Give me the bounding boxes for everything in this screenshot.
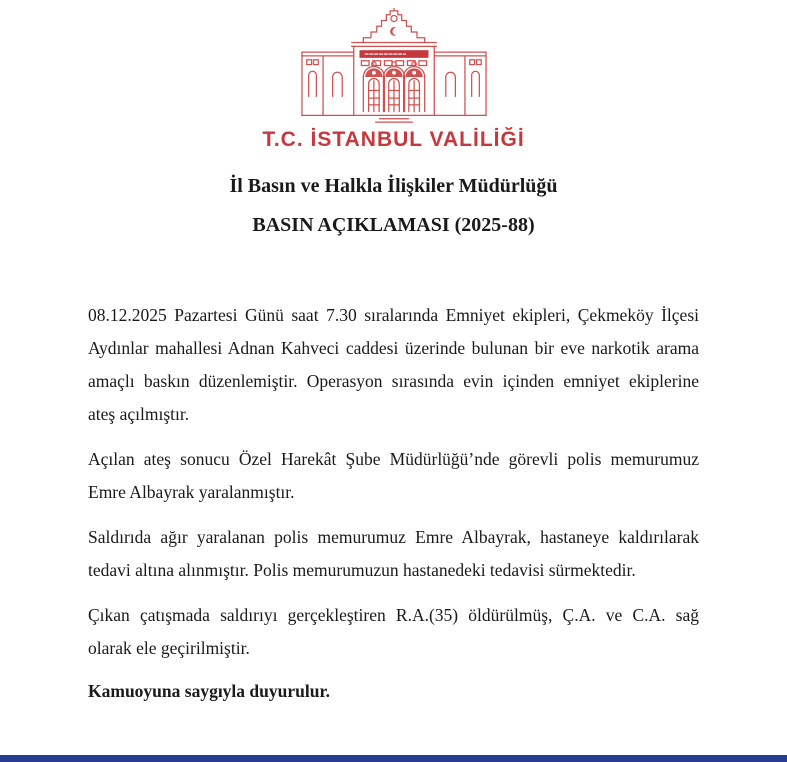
press-release-line: ateş açılmıştır. bbox=[88, 404, 190, 424]
press-release-body bbox=[0, 299, 787, 708]
press-release-paragraph bbox=[88, 299, 699, 431]
department-title: İl Basın ve Halkla İlişkiler Müdürlüğü bbox=[229, 175, 558, 197]
press-release-line: Çıkan çatışmada saldırıyı gerçekleştiren R.A.(35) öldürülmüş, Ç.A. ve C.A. sağ bbox=[88, 605, 699, 625]
press-release-line: Emre Albayrak yaralanmıştır. bbox=[88, 482, 295, 502]
press-release-line: Aydınlar mahallesi Adnan Kahveci caddesi üzerinde bulunan bir eve narkotik arama bbox=[88, 338, 699, 358]
press-release-line: Açılan ateş sonucu Özel Harekât Şube Müdürlüğü’nde görevli polis memurumuz bbox=[88, 449, 699, 469]
press-release-line: 08.12.2025 Pazartesi Günü saat 7.30 sıralarında Emniyet ekipleri, Çekmeköy İlçesi bbox=[88, 305, 699, 325]
press-release-line: Saldırıda ağır yaralanan polis memurumuz Emre Albayrak, hastaneye kaldırılarak bbox=[88, 527, 699, 547]
press-release-paragraph bbox=[88, 521, 699, 587]
closing-statement: Kamuoyuna saygıyla duyurulur. bbox=[88, 681, 331, 701]
press-release-line: tedavi altına alınmıştır. Polis memurumuzun hastanedeki tedavisi sürmektedir. bbox=[88, 560, 636, 580]
press-release-title: BASIN AÇIKLAMASI (2025-88) bbox=[252, 214, 535, 236]
agency-name: T.C. İSTANBUL VALİLİĞİ bbox=[262, 128, 525, 151]
document-header bbox=[0, 174, 787, 237]
press-release-line: olarak ele geçirilmiştir. bbox=[88, 638, 250, 658]
agency-logo bbox=[0, 0, 787, 152]
press-release-line: amaçlı baskın düzenlemiştir. Operasyon sırasında evin içinden emniyet ekiplerine bbox=[88, 371, 699, 391]
press-release-paragraph bbox=[88, 443, 699, 509]
footer-bar bbox=[0, 755, 787, 762]
press-release-paragraph bbox=[88, 599, 699, 665]
istanbul-governorship-building-icon bbox=[298, 8, 490, 124]
